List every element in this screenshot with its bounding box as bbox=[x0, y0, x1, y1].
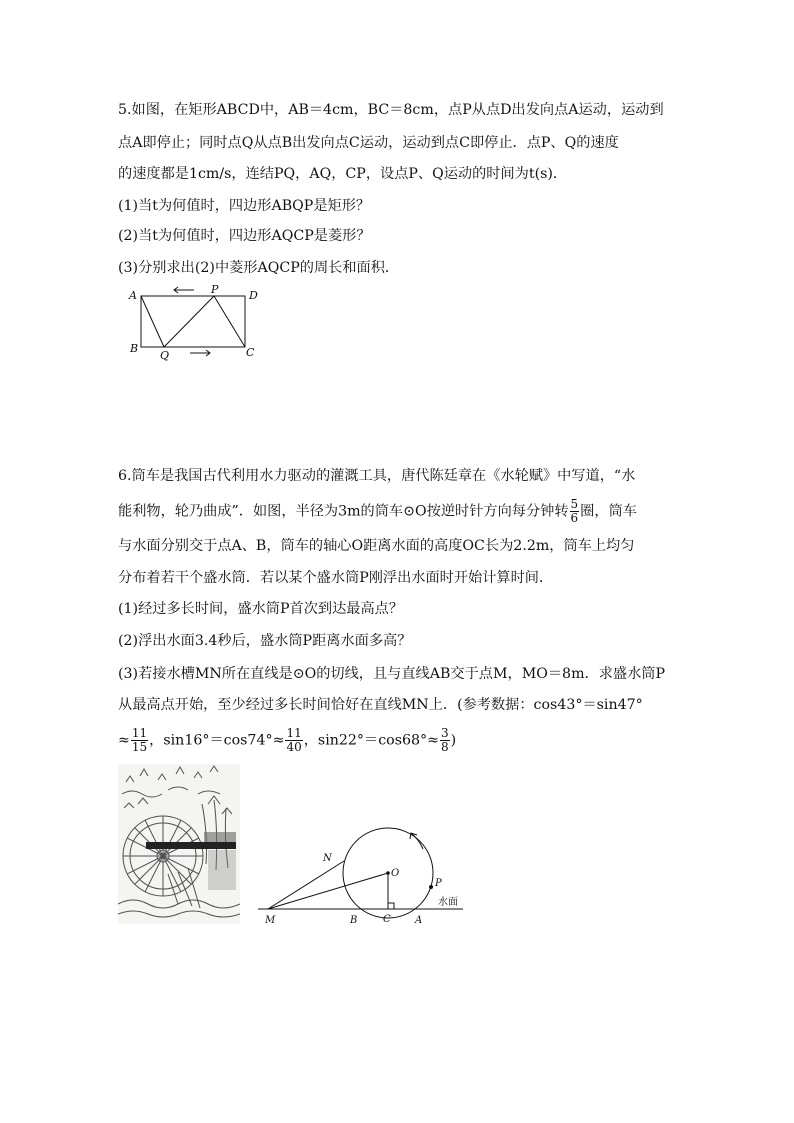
problem5-line-3: 的速度都是1cm/s，连结PQ，AQ，CP，设点P、Q运动的时间为t(s)． bbox=[118, 166, 568, 182]
label-b: B bbox=[130, 342, 139, 355]
problem5-question-2: (2)当t为何值时，四边形AQCP是菱形？ bbox=[118, 228, 371, 244]
label-b: B bbox=[350, 915, 358, 926]
problem5-line-1: 5.如图，在矩形ABCD中，AB＝4cm，BC＝8cm，点P从点D出发向点A运动，运动到 bbox=[118, 102, 664, 118]
problem5-question-3: (3)分别求出(2)中菱形AQCP的周长和面积． bbox=[118, 260, 400, 276]
wheel-geometry-figure bbox=[255, 825, 475, 930]
rectangle-figure bbox=[124, 282, 264, 362]
label-n: N bbox=[323, 853, 332, 864]
label-a: A bbox=[415, 915, 423, 926]
label-c: C bbox=[383, 914, 391, 925]
problem6-line-2-text-b: 圈，筒车 bbox=[580, 503, 637, 520]
problem6-question-1: (1)经过多长时间，盛水筒P首次到达最高点？ bbox=[118, 601, 404, 617]
label-d: D bbox=[249, 289, 258, 302]
problem6-question-3-line-2: 从最高点开始，至少经过多长时间恰好在直线MN上．(参考数据：cos43°＝sin47° bbox=[118, 697, 643, 713]
water-wheel-illustration bbox=[118, 764, 240, 924]
tangent-line-mn bbox=[268, 861, 344, 909]
segment-mo bbox=[268, 873, 388, 909]
problem6-line-4: 分布着若干个盛水筒．若以某个盛水筒P刚浮出水面时开始计算时间． bbox=[118, 570, 554, 586]
label-water-surface: 水面 bbox=[438, 897, 458, 908]
problem6-line-2-text-a: 能利物，轮乃曲成”．如图，半径为3m的筒车⊙O按逆时针方向每分钟转 bbox=[118, 503, 569, 520]
segment-aq bbox=[141, 296, 164, 347]
segment-pc bbox=[214, 296, 245, 347]
fraction-five-sixths: $\frac{5}{6}$ bbox=[570, 497, 579, 525]
problem6-question-2: (2)浮出水面3.4秒后，盛水筒P距离水面多高？ bbox=[118, 633, 412, 649]
center-point-o bbox=[386, 871, 390, 875]
label-c: C bbox=[246, 346, 255, 359]
problem6-question-3-line-1: (3)若接水槽MN所在直线是⊙O的切线，且与直线AB交于点M，MO＝8m．求盛水筒P bbox=[118, 666, 666, 682]
fraction-11-15: $\frac{11}{15}$ bbox=[131, 726, 148, 754]
label-a: A bbox=[129, 289, 137, 302]
right-angle-mark bbox=[388, 903, 394, 909]
problem5-question-1: (1)当t为何值时，四边形ABQP是矩形？ bbox=[118, 198, 371, 214]
problem6-line-2 bbox=[118, 498, 637, 525]
problem6-question-3-line-3: ≈ $\frac{11}{15}$ ，sin16°＝cos74°≈ $\frac{11}{40}$ ，sin22°＝cos68°≈ $\frac{3}{8}$ ) bbox=[118, 726, 457, 754]
bucket-point-p bbox=[429, 885, 433, 889]
label-m: M bbox=[265, 915, 276, 926]
label-p: P bbox=[211, 283, 219, 296]
segment-qp bbox=[164, 296, 214, 347]
label-o: O bbox=[391, 868, 400, 879]
problem5-line-2: 点A即停止；同时点Q从点B出发向点C运动，运动到点C即停止．点P、Q的速度 bbox=[118, 135, 619, 151]
problem6-line-1: 6.筒车是我国古代利用水力驱动的灌溉工具，唐代陈廷章在《水轮赋》中写道，“水 bbox=[118, 468, 636, 484]
label-p: P bbox=[435, 878, 442, 889]
label-q: Q bbox=[160, 349, 170, 362]
fraction-3-8: $\frac{3}{8}$ bbox=[441, 726, 449, 754]
fraction-11-40: $\frac{11}{40}$ bbox=[286, 726, 302, 754]
problem6-line-3: 与水面分别交于点A、B，筒车的轴心O距离水面的高度OC长为2.2m，筒车上均匀 bbox=[118, 538, 635, 554]
